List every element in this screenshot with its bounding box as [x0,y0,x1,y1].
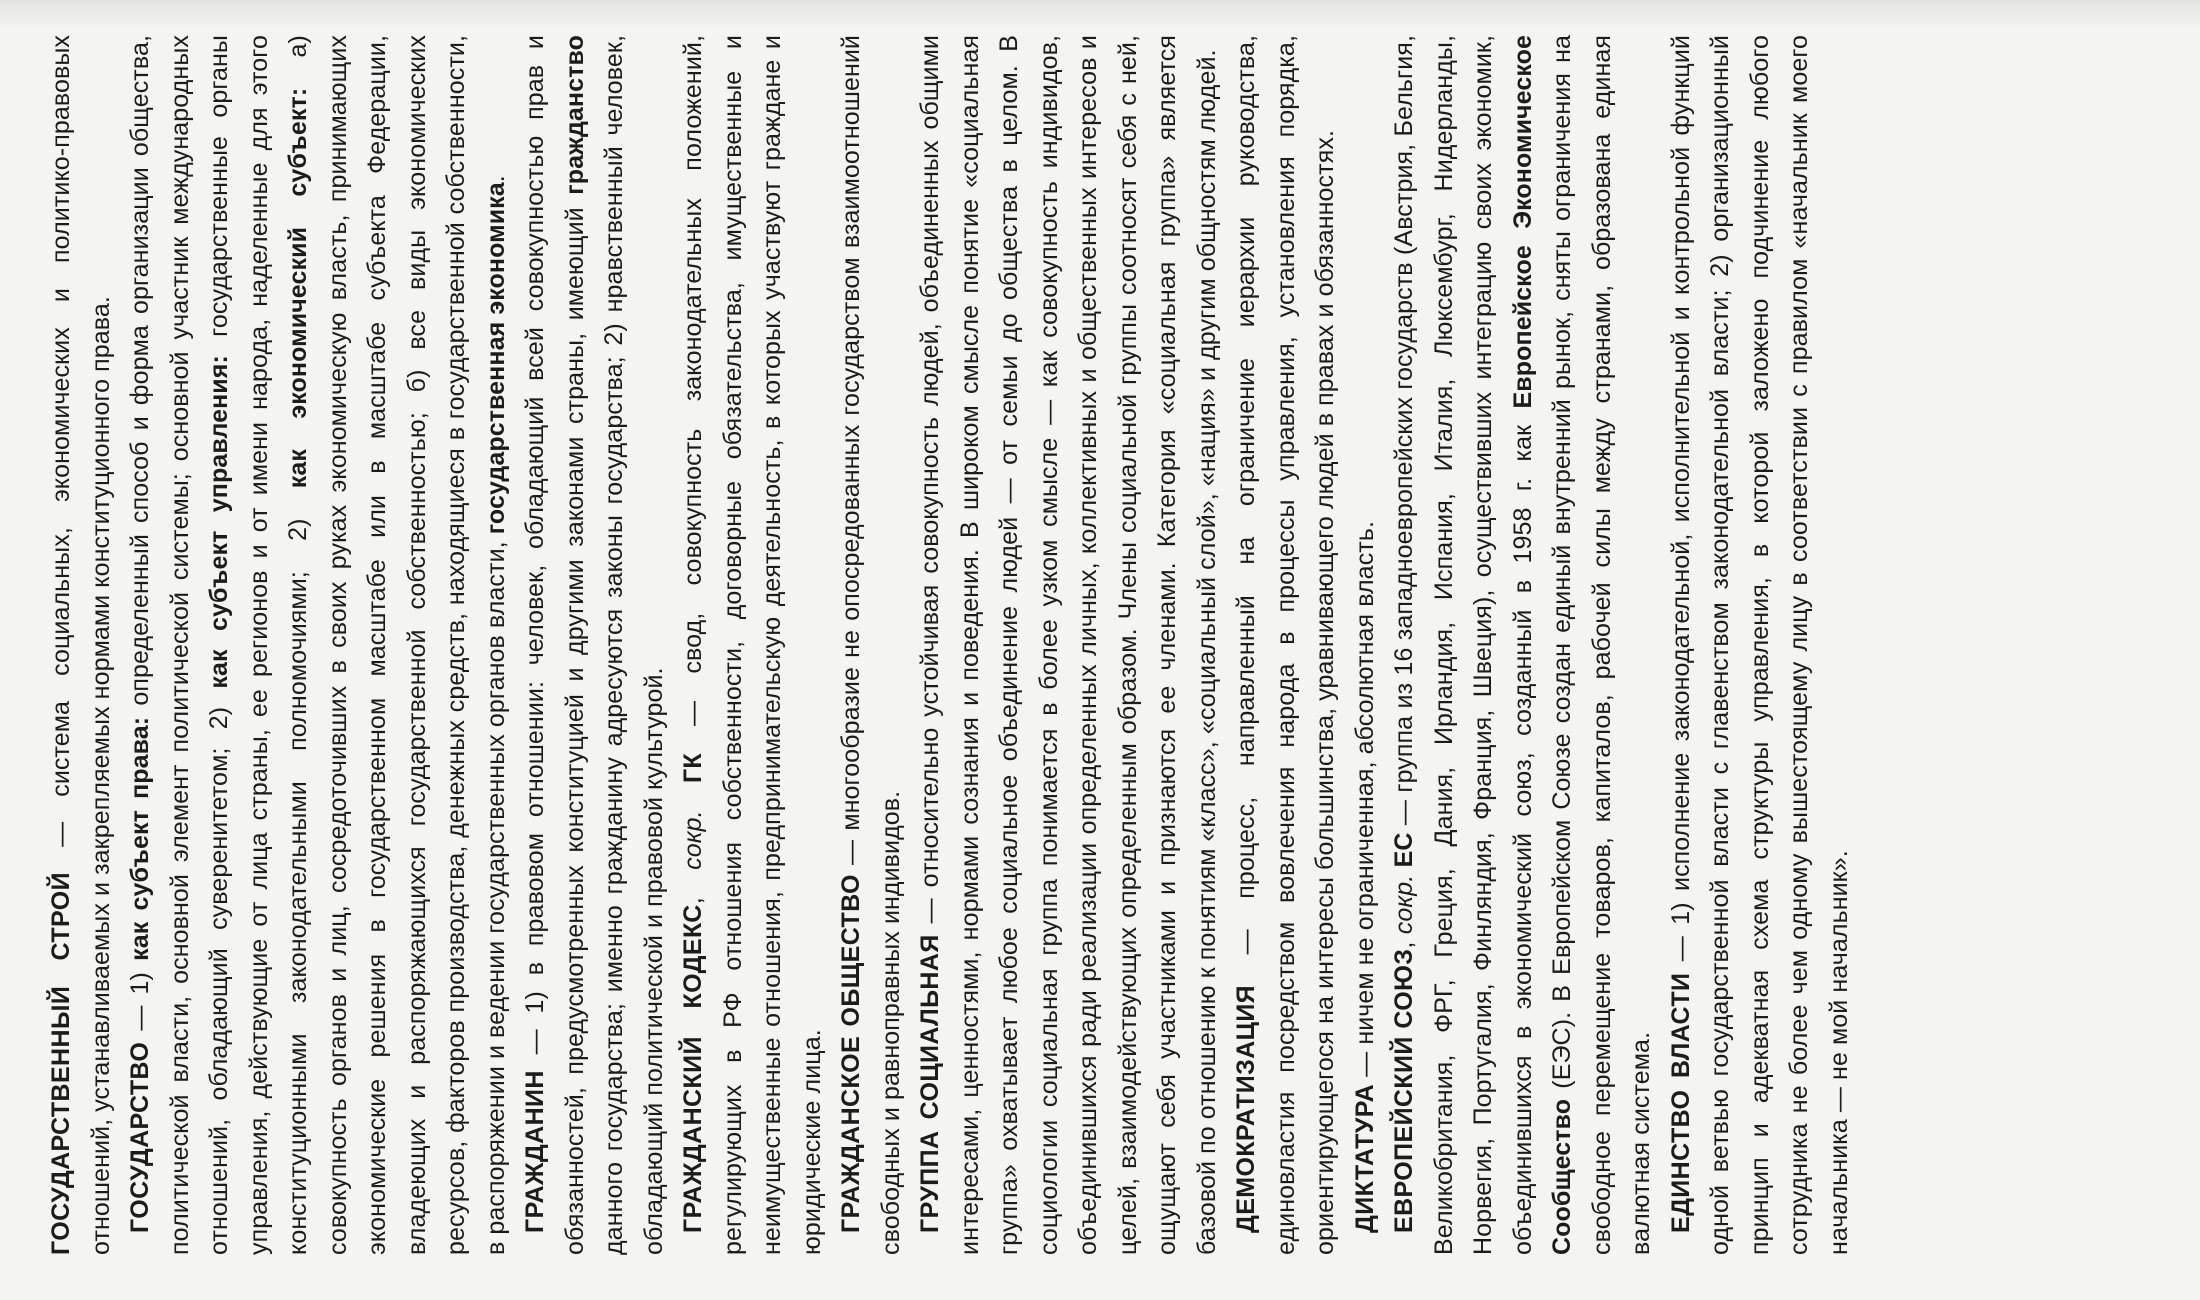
entry-definition: — система социальных, экономических и политико-правовых отношений, устанавливаемых и закрепляемых нормами конституционного права. [47,35,115,1255]
entry-term: ГОСУДАРСТВО [126,1041,154,1233]
entry-abbreviation-mark: сокр. [679,810,707,870]
entry-definition: — многообразие не опосредованных государством взаимоотношений свободных и равноправных индивидов. [837,35,905,1255]
entry-subheading: как экономический субъект: [284,87,312,489]
entry-definition: а) совокупность органов и лиц, сосредоточивших в своих руках экономическую власть, принимающих экономические решения в государственном масштабе или в масштабе субъекта Федерации, владеющих и распоряжающихся государственной собственностью; б) все виды экономических ресурсов, факторов производства, денежных средств, находящиеся в государственной собственности, в распоряжении и ведении государственных органов власти, [284,35,510,1255]
entry-term: ДЕМОКРАТИЗАЦИЯ [1232,984,1260,1233]
entry-abbreviation: ГК [679,753,707,783]
entry-definition: — группа из 16 западноевропейских государств (Австрия, Бельгия, Великобритания, ФРГ, Греция, Дания, Ирландия, Испания, Италия, Люксембург, Нидерланды, Норвегия, Португалия, Финляндия, Франция, Швеция), осуществивших интеграцию своих экономик, объединившихся в экономический союз, созданный в 1958 г. как [1390,35,1537,1255]
entry-definition: . [481,175,510,183]
entry-grazhdanskoe-obshchestvo [832,35,911,1255]
entry-grazhdanin [516,35,674,1255]
entry-term: ГРАЖДАНСКОЕ ОБЩЕСТВО [837,874,865,1233]
entry-definition: определенный способ и форма организации общества, политической власти, основной элемент политической системы; основной участник международных отношений, обладающий суверенитетом; 2) [126,35,233,1255]
entry-definition: , [1390,934,1418,949]
entry-term: ЕВРОПЕЙСКИЙ СОЮЗ [1390,948,1418,1233]
entry-cross-reference: гражданство [560,35,589,195]
entry-term: ГРАЖДАНСКИЙ КОДЕКС [679,904,707,1233]
entry-definition: данного государства; именно гражданину адресуются законы государства; 2) нравственный человек, обладающий политической и правовой культурой. [600,35,668,1255]
entry-evropeisky-soyuz [1385,35,1662,1255]
entry-definition: — свод, совокупность законодательных положений, регулирующих в РФ отношения собственности, договорные обязательства, имущественные и неимущественные отношения, предпринимательскую деятельность, в которых участвуют граждане и юридические лица. [679,35,826,1255]
entry-definition: , [679,869,707,905]
entry-subheading: как субъект управления: [205,355,233,689]
entry-gosudarstvo [121,35,516,1255]
entry-cross-reference: государственная экономика [481,182,510,535]
entry-grazhdansky-kodeks [674,35,832,1255]
entry-gosudarstvenny-stroi [42,35,121,1255]
entry-definition: — процесс, направленный на ограничение иерархии руководства, единовластия посредством вовлечения народа в процессы управления, установления порядка, ориентирующегося на интересы большинства, уравнивающего людей в правах и обязанностях. [1232,35,1339,1255]
entry-definition: — ничем не ограниченная, абсолютная власть. [1350,520,1379,1084]
entry-diktatura [1346,35,1386,1255]
entry-term: ГРАЖДАНИН [521,1070,549,1233]
entry-term: ГРУППА СОЦИАЛЬНАЯ [916,934,944,1233]
entry-abbreviation: ЕС [1390,832,1418,868]
entry-definition: — 1) исполнение законодательной, исполнительной и контрольной функций одной ветвью государственной власти с главенством законодательной власти; 2) организационный принцип и адекватная схема структуры управления, в которой заложено подчинение любого сотрудника не более чем одному вышестоящему лицу в соответствии с правилом «начальник моего начальника — не мой начальник». [1666,35,1853,1255]
dictionary-page [42,35,2162,1255]
entry-gruppa-sotsialnaya [911,35,1227,1255]
entry-term: ГОСУДАРСТВЕННЫЙ СТРОЙ [47,871,75,1255]
entry-demokratizatsiya [1227,35,1346,1255]
entry-term: ЕДИНСТВО ВЛАСТИ [1666,972,1695,1233]
entry-definition: — 1) [126,960,154,1042]
entry-subheading: как субъект права: [126,716,154,961]
entry-spacer [679,783,707,810]
entry-edinstvo-vlasti [1662,35,1860,1255]
entry-definition: государственные органы управления, действующие от лица страны, ее регионов и от имени народа, наделенные для этого конституционными законодательными полномочиями; 2) [205,35,312,1255]
entry-definition: (ЕЭС). В Европейском Союзе создан единый внутренний рынок, сняты ограничения на свободное перемещение товаров, капиталов, рабочей силы между странами, образована единая валютная система. [1548,35,1655,1255]
entry-spacer [1390,867,1418,874]
entry-cross-reference: Европейское Экономическое Сообщество [1508,35,1576,1255]
entry-term: ДИКТАТУРА [1350,1083,1379,1233]
entry-definition: — 1) в правовом отношении: человек, обладающий всей совокупностью прав и обязанностей, предусмотренных конституцией и другими законами страны, имеющий [521,35,589,1255]
entry-definition: — относительно устойчивая совокупность людей, объединенных общими интересами, ценностями, нормами сознания и поведения. В широком смысле понятие «социальная группа» охватывает любое социальное объединение людей — от семьи до общества в целом. В социологии социальная группа понимается в более узком смысле — как совокупность индивидов, объединившихся ради реализации определенных личных, коллективных и общественных интересов и целей, взаимодействующих определенным образом. Члены социальной группы соотносят себя с ней, ощущают себя участниками и признаются ее членами. Категория «социальная группа» является базовой по отношению к понятиям «класс», «социальный слой», «нация» и другим общностям людей. [916,35,1221,1255]
entry-abbreviation-mark: сокр. [1390,874,1418,935]
